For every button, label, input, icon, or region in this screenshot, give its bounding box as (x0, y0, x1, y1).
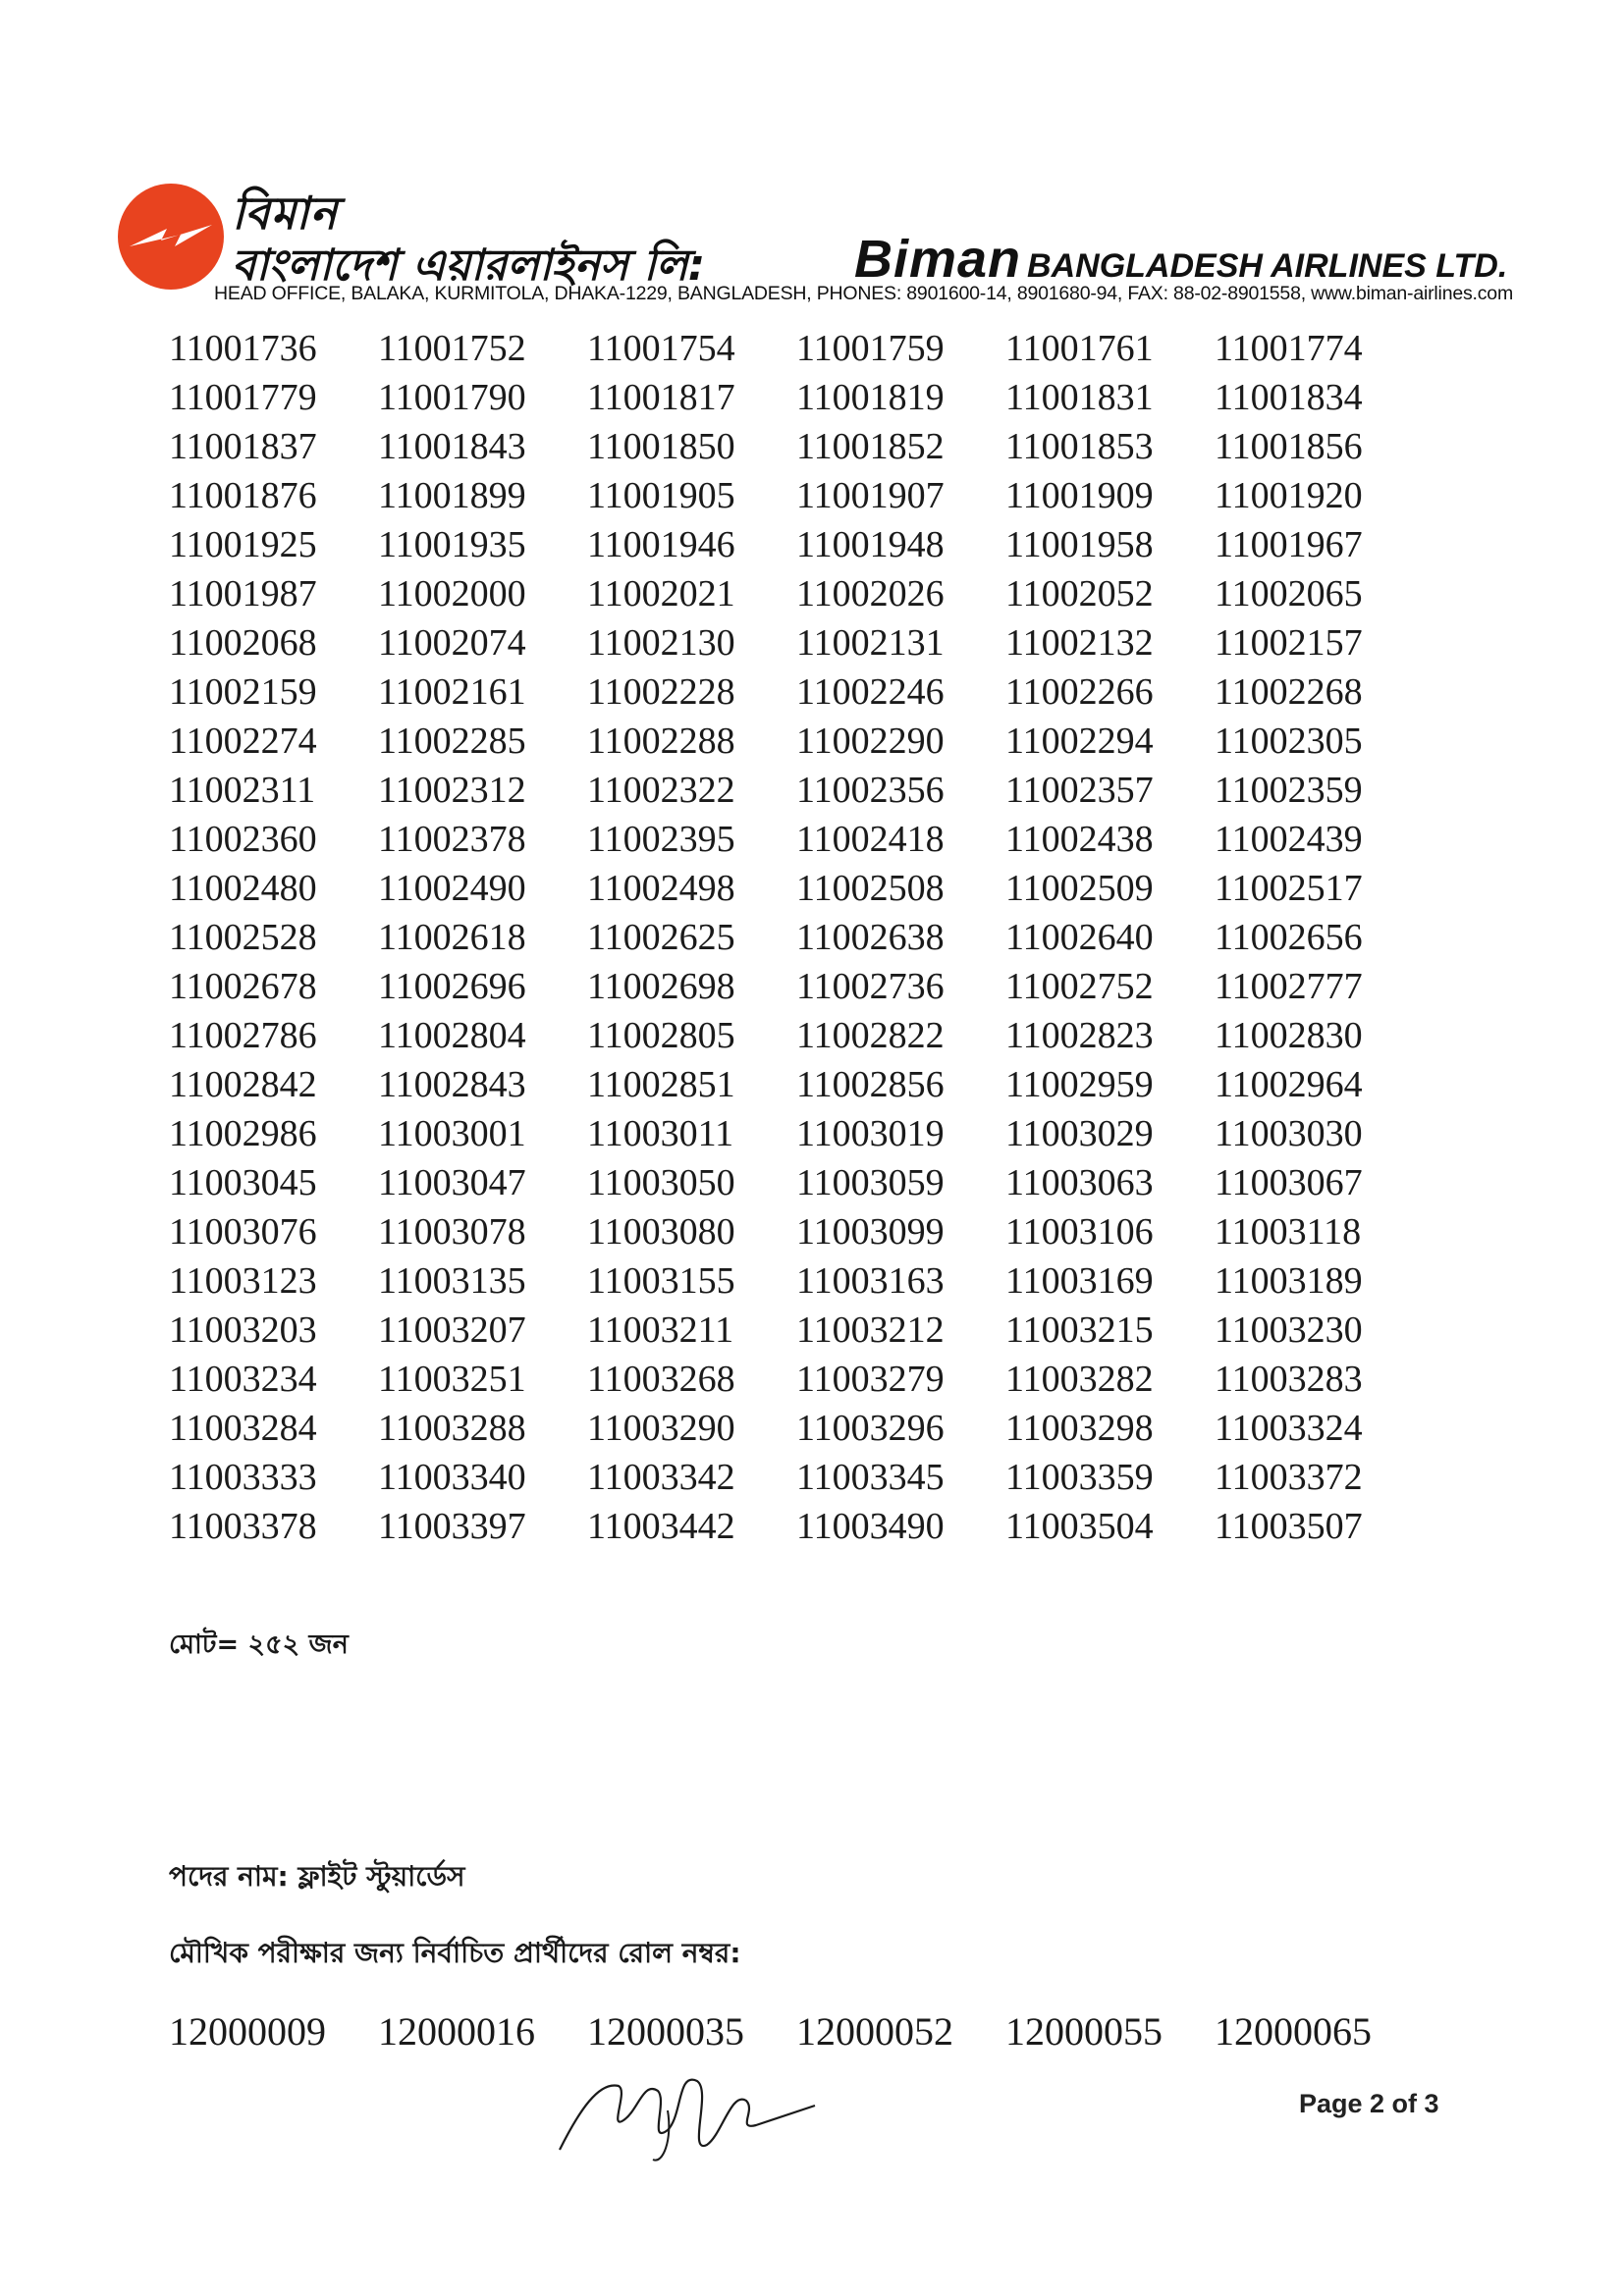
roll-number: 11003507 (1215, 1506, 1363, 1547)
roll-number: 11003342 (587, 1457, 735, 1498)
roll-number: 11003029 (1005, 1113, 1154, 1154)
roll-number: 11003099 (796, 1211, 945, 1253)
roll-number: 11002159 (169, 671, 317, 713)
roll-number: 11002964 (1215, 1064, 1363, 1105)
roll-number: 11002822 (796, 1015, 945, 1056)
roll-number: 11002843 (378, 1064, 526, 1105)
roll-number: 11003340 (378, 1457, 526, 1498)
roll-number: 11003296 (796, 1408, 945, 1449)
roll-number: 11002052 (1005, 573, 1154, 614)
roll-number: 11003078 (378, 1211, 526, 1253)
roll-number: 11001853 (1005, 426, 1154, 467)
roll-number: 11002266 (1005, 671, 1154, 713)
bangla-name-line1: বিমান (232, 187, 339, 240)
roll-number: 11002294 (1005, 721, 1154, 762)
roll-number: 11003279 (796, 1359, 945, 1400)
roll-number: 11002228 (587, 671, 735, 713)
roll-number: 11001817 (587, 377, 735, 418)
roll-number: 11003118 (1215, 1211, 1362, 1253)
roll-number: 11003378 (169, 1506, 317, 1547)
brand-biman: Biman (854, 230, 1022, 289)
roll-number: 11002528 (169, 917, 317, 958)
roll-number: 11002360 (169, 819, 317, 860)
roll-number: 11002856 (796, 1064, 945, 1105)
roll-number: 11002000 (378, 573, 526, 614)
letterhead (116, 172, 1513, 309)
roll-number: 12000009 (169, 2009, 326, 2054)
roll-number: 11002480 (169, 868, 317, 909)
roll-number: 11003324 (1215, 1408, 1363, 1449)
roll-number: 11002305 (1215, 721, 1363, 762)
brand-rest: BANGLADESH AIRLINES LTD. (1027, 247, 1508, 285)
roll-number: 11003234 (169, 1359, 317, 1400)
roll-number: 11002823 (1005, 1015, 1154, 1056)
roll-number: 12000052 (796, 2009, 953, 2054)
roll-number: 11003047 (378, 1162, 526, 1203)
roll-number: 11002074 (378, 622, 526, 664)
roll-number: 11002322 (587, 770, 735, 811)
roll-number: 11002378 (378, 819, 526, 860)
roll-number: 11002656 (1215, 917, 1363, 958)
bangla-name-line2: বাংলাদেশ এয়ারলাইনস লি: (232, 240, 706, 291)
roll-number: 11002312 (378, 770, 526, 811)
roll-number: 11001754 (587, 328, 735, 369)
roll-number: 11002161 (378, 671, 526, 713)
roll-number: 11003397 (378, 1506, 526, 1547)
roll-number: 11001852 (796, 426, 945, 467)
roll-number: 11001790 (378, 377, 526, 418)
roll-number: 11002268 (1215, 671, 1363, 713)
roll-number: 11001899 (378, 475, 526, 516)
roll-number: 11003215 (1005, 1309, 1154, 1351)
roll-number: 11003050 (587, 1162, 735, 1203)
roll-number: 11003442 (587, 1506, 735, 1547)
roll-number: 11003155 (587, 1260, 735, 1302)
viva-selection-heading: মৌখিক পরীক্ষার জন্য নির্বাচিত প্রার্থীদের রোল নম্বর: (169, 1937, 741, 1969)
roll-number: 11002517 (1215, 868, 1363, 909)
roll-number: 12000055 (1005, 2009, 1163, 2054)
roll-number: 11001736 (169, 328, 317, 369)
page-number: Page 2 of 3 (1299, 2089, 1439, 2118)
roll-number: 11003372 (1215, 1457, 1363, 1498)
roll-number: 11002696 (378, 966, 526, 1007)
roll-number: 11001856 (1215, 426, 1363, 467)
roll-number: 11001850 (587, 426, 735, 467)
roll-number: 11002509 (1005, 868, 1154, 909)
roll-number: 11002246 (796, 671, 945, 713)
roll-number: 11003211 (587, 1309, 734, 1351)
roll-number: 11002026 (796, 573, 945, 614)
roll-number-grid (169, 324, 1424, 1551)
roll-number: 11003059 (796, 1162, 945, 1203)
roll-number: 11001752 (378, 328, 526, 369)
roll-number: 11003345 (796, 1457, 945, 1498)
roll-number: 11002804 (378, 1015, 526, 1056)
roll-number: 11002357 (1005, 770, 1154, 811)
roll-number: 11001779 (169, 377, 317, 418)
roll-number: 11003123 (169, 1260, 317, 1302)
roll-number: 11002625 (587, 917, 735, 958)
roll-number: 11001876 (169, 475, 317, 516)
roll-number: 11001834 (1215, 377, 1363, 418)
roll-number: 11003212 (796, 1309, 945, 1351)
roll-number: 11002290 (796, 721, 945, 762)
roll-number: 11001831 (1005, 377, 1154, 418)
roll-number: 11002274 (169, 721, 317, 762)
roll-number: 11002356 (796, 770, 945, 811)
roll-number: 11001946 (587, 524, 735, 565)
roll-number: 11003282 (1005, 1359, 1154, 1400)
roll-number: 12000016 (378, 2009, 535, 2054)
roll-number: 11003080 (587, 1211, 735, 1253)
roll-number: 11003063 (1005, 1162, 1154, 1203)
roll-number: 11003284 (169, 1408, 317, 1449)
roll-number: 11003203 (169, 1309, 317, 1351)
roll-number: 11001905 (587, 475, 735, 516)
roll-number: 11002285 (378, 721, 526, 762)
total-count: মোট= ২৫২ জন (169, 1629, 349, 1660)
roll-number: 11002851 (587, 1064, 735, 1105)
roll-number: 11001958 (1005, 524, 1154, 565)
roll-number: 11003067 (1215, 1162, 1363, 1203)
roll-number: 11002842 (169, 1064, 317, 1105)
roll-number: 11003019 (796, 1113, 945, 1154)
roll-number: 12000035 (587, 2009, 744, 2054)
roll-number: 11003290 (587, 1408, 735, 1449)
roll-number: 11003011 (587, 1113, 734, 1154)
roll-number: 11003490 (796, 1506, 945, 1547)
roll-number: 11002959 (1005, 1064, 1154, 1105)
english-brand (854, 229, 1507, 290)
roll-number: 11001909 (1005, 475, 1154, 516)
roll-number: 11003163 (796, 1260, 945, 1302)
roll-number: 11003504 (1005, 1506, 1154, 1547)
roll-number: 11002498 (587, 868, 735, 909)
roll-number: 11002638 (796, 917, 945, 958)
post-name: পদের নাম: ফ্লাইট স্টুয়ার্ডেস (169, 1860, 465, 1893)
roll-number: 11002131 (796, 622, 945, 664)
roll-number: 11001920 (1215, 475, 1363, 516)
roll-number: 11001925 (169, 524, 317, 565)
roll-number: 11002490 (378, 868, 526, 909)
roll-number: 11001967 (1215, 524, 1363, 565)
roll-number: 11003207 (378, 1309, 526, 1351)
roll-number: 11002132 (1005, 622, 1154, 664)
roll-number: 11003230 (1215, 1309, 1363, 1351)
roll-number: 11001948 (796, 524, 945, 565)
roll-number: 11003030 (1215, 1113, 1363, 1154)
roll-number: 11003135 (378, 1260, 526, 1302)
roll-number-grid-2 (169, 2007, 1424, 2056)
roll-number: 11001907 (796, 475, 945, 516)
roll-number: 11002359 (1215, 770, 1363, 811)
roll-number: 11003288 (378, 1408, 526, 1449)
roll-number: 11001759 (796, 328, 945, 369)
roll-number: 11003283 (1215, 1359, 1363, 1400)
roll-number: 11002752 (1005, 966, 1154, 1007)
roll-number: 11001843 (378, 426, 526, 467)
roll-number: 11002418 (796, 819, 945, 860)
roll-number: 11003045 (169, 1162, 317, 1203)
roll-number: 11001837 (169, 426, 317, 467)
roll-number: 11002311 (169, 770, 316, 811)
biman-logo-icon (116, 182, 226, 292)
head-office-address: HEAD OFFICE, BALAKA, KURMITOLA, DHAKA-1229, BANGLADESH, PHONES: 8901600-14, 8901680-94, FAX: 88-02-8901558, www.biman-airlines.com (214, 283, 1513, 304)
roll-number: 11002157 (1215, 622, 1363, 664)
roll-number: 11002618 (378, 917, 526, 958)
roll-number: 11001987 (169, 573, 317, 614)
roll-number: 11003106 (1005, 1211, 1154, 1253)
roll-number: 11003001 (378, 1113, 526, 1154)
roll-number: 11002777 (1215, 966, 1363, 1007)
roll-number: 11002068 (169, 622, 317, 664)
roll-number: 11003268 (587, 1359, 735, 1400)
roll-number: 11002065 (1215, 573, 1363, 614)
roll-number: 11003359 (1005, 1457, 1154, 1498)
roll-number: 11002395 (587, 819, 735, 860)
roll-number: 11002288 (587, 721, 735, 762)
roll-number: 11002439 (1215, 819, 1363, 860)
roll-number: 11001774 (1215, 328, 1363, 369)
roll-number: 11003189 (1215, 1260, 1363, 1302)
roll-number: 12000065 (1215, 2009, 1372, 2054)
roll-number: 11002986 (169, 1113, 317, 1154)
roll-number: 11002021 (587, 573, 735, 614)
roll-number: 11002786 (169, 1015, 317, 1056)
roll-number: 11003333 (169, 1457, 317, 1498)
signature-icon (550, 2052, 825, 2169)
roll-number: 11002130 (587, 622, 735, 664)
roll-number: 11003169 (1005, 1260, 1154, 1302)
roll-number: 11002438 (1005, 819, 1154, 860)
roll-number: 11001935 (378, 524, 526, 565)
roll-number: 11001819 (796, 377, 945, 418)
roll-number: 11002698 (587, 966, 735, 1007)
roll-number: 11001761 (1005, 328, 1154, 369)
roll-number: 11003076 (169, 1211, 317, 1253)
roll-number: 11003251 (378, 1359, 526, 1400)
roll-number: 11002830 (1215, 1015, 1363, 1056)
roll-number: 11002736 (796, 966, 945, 1007)
roll-number: 11002805 (587, 1015, 735, 1056)
roll-number: 11002678 (169, 966, 317, 1007)
roll-number: 11003298 (1005, 1408, 1154, 1449)
roll-number: 11002508 (796, 868, 945, 909)
roll-number: 11002640 (1005, 917, 1154, 958)
